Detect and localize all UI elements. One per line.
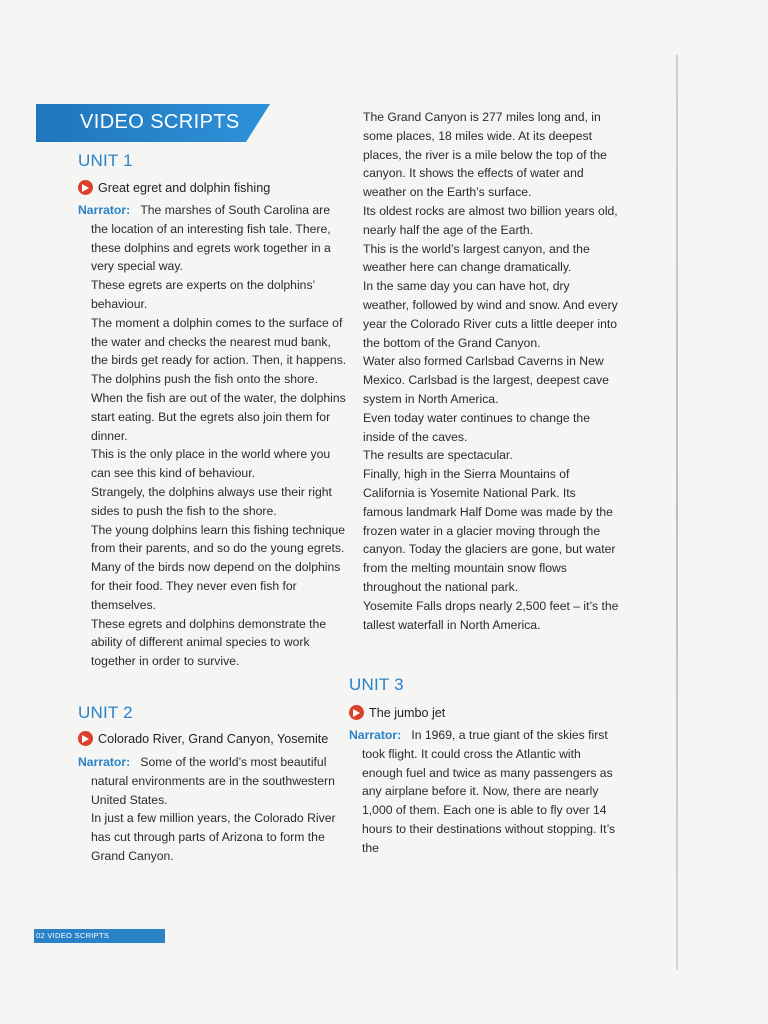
page-title: VIDEO SCRIPTS xyxy=(80,111,240,133)
unit-1-heading: UNIT 1 xyxy=(78,151,133,170)
page-edge xyxy=(676,55,678,970)
unit-3-video-title[interactable] xyxy=(349,705,445,720)
script-paragraph: Water also formed Carlsbad Caverns in New Mexico. Carlsbad is the largest, deepest cave system in North America. xyxy=(363,354,609,406)
header-banner-tail xyxy=(246,104,270,142)
script-paragraph: The results are spectacular. xyxy=(363,448,513,463)
script-paragraph: This is the world’s largest canyon, and the weather here can change dramatically. xyxy=(363,241,590,275)
video-title-label: The jumbo jet xyxy=(369,705,446,720)
script-paragraph: These egrets and dolphins demonstrate the ability of different animal species to work together in order to survive. xyxy=(91,616,327,669)
unit-2-video-title[interactable] xyxy=(78,731,328,746)
script-paragraph: Even today water continues to change the inside of the caves. xyxy=(363,410,590,444)
video-title-label: Colorado River, Grand Canyon, Yosemite xyxy=(98,731,329,746)
script-paragraph: Its oldest rocks are almost two billion years old, nearly half the age of the Earth. xyxy=(363,203,618,237)
unit-2-heading: UNIT 2 xyxy=(78,703,133,722)
footer-label: VIDEO SCRIPTS xyxy=(47,931,110,940)
narrator-text: Some of the world’s most beautiful natural environments are in the southwestern United States. xyxy=(91,755,335,807)
narrator-label: Narrator: xyxy=(78,203,131,217)
script-paragraph: The young dolphins learn this fishing technique from their parents, and so do the young egrets. Many of the birds now depend on the dolphins for their food. They never even fish for themselves. xyxy=(91,522,346,612)
script-paragraph: Finally, high in the Sierra Mountains of California is Yosemite National Park. Its famous landmark Half Dome was made by the frozen water in a glacier moving through the canyon. Today the glaciers are gone, but water from the melting mountain snow flows throughout the national park. xyxy=(363,467,616,594)
script-paragraph: This is the only place in the world where you can see this kind of behaviour. xyxy=(91,447,331,481)
unit-2-script xyxy=(78,753,348,866)
footer xyxy=(36,930,109,942)
narrator-text: In 1969, a true giant of the skies first took flight. It could cross the Atlantic with enough fuel and twice as many passengers as any airplane before it. Now, there are nearly 1,000 of them. Each one is able to fly over 14 hours to their destinations without stopping. It’s the xyxy=(362,728,616,855)
script-paragraph: In just a few million years, the Colorado River has cut through parts of Arizona to form the Grand Canyon. xyxy=(91,811,336,863)
script-paragraph: Strangely, the dolphins always use their right sides to push the fish to the shore. xyxy=(91,484,332,518)
page-number: 02 xyxy=(36,931,45,940)
video-title-label: Great egret and dolphin fishing xyxy=(98,180,271,195)
script-paragraph: In the same day you can have hot, dry weather, followed by wind and snow. And every year the Colorado River cuts a little deeper into the bottom of the Grand Canyon. xyxy=(363,279,618,350)
narrator-label: Narrator: xyxy=(349,728,402,742)
unit-1-video-title[interactable] xyxy=(78,180,270,195)
script-paragraph: These egrets are experts on the dolphins’ behaviour. xyxy=(91,278,315,311)
narrator-line xyxy=(78,201,348,276)
unit-1-script xyxy=(78,201,348,671)
play-icon[interactable] xyxy=(349,705,364,720)
script-paragraph: When the fish are out of the water, the dolphins start eating. But the egrets also join them for dinner. xyxy=(91,390,346,443)
narrator-label: Narrator: xyxy=(78,755,131,769)
narrator-text: The marshes of South Carolina are the location of an interesting fish tale. There, these dolphins and egrets work together in a very special way. xyxy=(91,203,331,274)
unit-3-heading: UNIT 3 xyxy=(349,675,404,694)
play-icon[interactable] xyxy=(78,180,93,195)
play-icon[interactable] xyxy=(78,731,93,746)
narrator-line xyxy=(349,726,621,858)
script-paragraph: The Grand Canyon is 277 miles long and, in some places, 18 miles wide. At its deepest places, the river is a mile below the top of the canyon. It shows the effects of water and weather on the Earth’s surface. xyxy=(363,110,607,200)
unit-3-script xyxy=(349,726,621,858)
narrator-line xyxy=(78,753,348,809)
script-paragraph: Yosemite Falls drops nearly 2,500 feet – it’s the tallest waterfall in North America. xyxy=(363,598,619,632)
script-paragraph: The moment a dolphin comes to the surface of the water and checks the nearest mud bank, the birds get ready for action. Then, it happens. The dolphins push the fish onto the shore. xyxy=(91,315,347,387)
unit-2-script-continued xyxy=(363,108,619,634)
